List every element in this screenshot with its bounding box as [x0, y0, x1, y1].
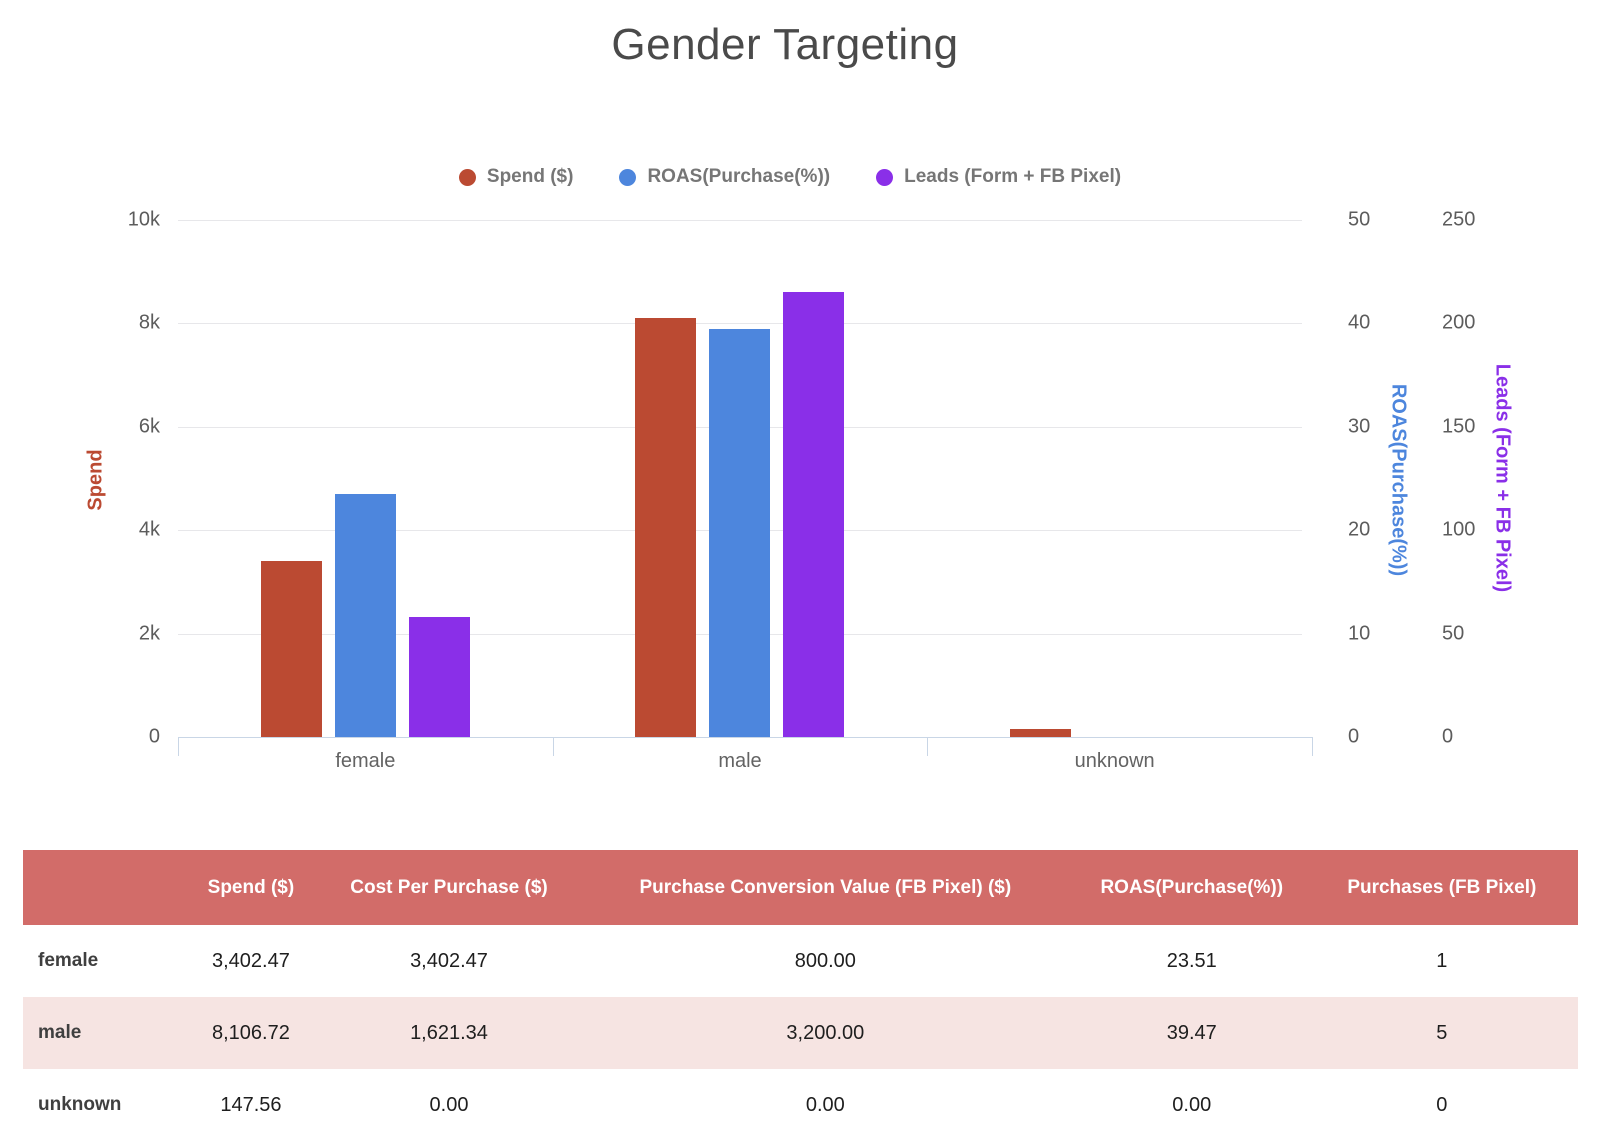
table-row-label: unknown [38, 1094, 122, 1115]
legend-label: Spend ($) [486, 166, 574, 187]
table-row-unknown [23, 1069, 1578, 1141]
table-row-male [23, 997, 1578, 1069]
table-row-label: female [38, 950, 99, 971]
data-table [23, 850, 1578, 1141]
legend-label: ROAS(Purchase(%)) [647, 166, 831, 187]
legend-item-spend[interactable] [459, 166, 574, 188]
table-body [23, 925, 1578, 1141]
table-cell: 1,621.34 [410, 1021, 488, 1044]
y-tick-leads: 100 [1442, 518, 1476, 541]
table-cell: 39.47 [1166, 1021, 1217, 1044]
y-tick-roas: 50 [1348, 208, 1371, 231]
table-cell: 8,106.72 [212, 1021, 290, 1044]
table-cell: 1 [1436, 949, 1448, 972]
x-axis-tick [553, 737, 554, 756]
table-cell: 0.00 [1172, 1093, 1212, 1116]
y-tick-leads: 150 [1442, 415, 1476, 438]
y-tick-roas: 20 [1348, 518, 1371, 541]
y-tick-spend: 2k [138, 622, 160, 645]
legend-dot-icon [619, 169, 636, 186]
table-cell: 800.00 [794, 949, 856, 972]
bar-roas-male[interactable] [709, 329, 770, 737]
y-tick-spend: 8k [138, 311, 160, 334]
y-tick-leads: 250 [1442, 208, 1476, 231]
x-axis-tick [927, 737, 928, 756]
bar-roas-female[interactable] [335, 494, 396, 737]
table-header-cell: Spend ($) [207, 876, 295, 898]
table-row-female [23, 925, 1578, 997]
legend-item-leads[interactable] [876, 166, 1121, 188]
legend-dot-icon [876, 169, 893, 186]
chart-legend [0, 166, 1580, 188]
y-tick-spend: 4k [138, 518, 160, 541]
table-header-cell: ROAS(Purchase(%)) [1100, 876, 1284, 898]
legend-dot-icon [459, 169, 476, 186]
y-tick-spend: 0 [148, 725, 160, 748]
x-label-male: male [718, 750, 762, 772]
table-cell: 3,402.47 [410, 949, 488, 972]
y-tick-roas: 0 [1348, 725, 1360, 748]
table-cell: 147.56 [220, 1093, 282, 1116]
table-cell: 0.00 [429, 1093, 469, 1116]
roas-axis-label: ROAS(Purchase(%)) [1387, 383, 1410, 577]
y-tick-roas: 10 [1348, 622, 1371, 645]
bar-group-unknown [927, 220, 1302, 737]
y-tick-spend: 10k [127, 208, 160, 231]
x-axis-tick [1312, 737, 1313, 756]
table-cell: 3,200.00 [786, 1021, 865, 1044]
bar-group-male [553, 220, 928, 737]
bar-spend-female[interactable] [261, 561, 322, 737]
table-row-label: male [38, 1022, 82, 1043]
y-tick-spend: 6k [138, 415, 160, 438]
legend-label: Leads (Form + FB Pixel) [904, 166, 1122, 187]
x-axis-tick [178, 737, 179, 756]
y-tick-leads: 200 [1442, 311, 1476, 334]
x-label-unknown: unknown [1074, 750, 1155, 772]
table-cell: 0 [1436, 1093, 1448, 1116]
table-cell: 0.00 [805, 1093, 845, 1116]
y-tick-roas: 30 [1348, 415, 1371, 438]
bar-group-female [178, 220, 553, 737]
x-label-female: female [335, 750, 396, 772]
table-header-cell: Cost Per Purchase ($) [350, 876, 548, 898]
table-header-cell: Purchase Conversion Value (FB Pixel) ($) [639, 876, 1012, 898]
bar-spend-unknown[interactable] [1010, 729, 1071, 737]
legend-item-roas[interactable] [619, 166, 830, 188]
chart-title: Gender Targeting [611, 20, 959, 69]
y-tick-roas: 40 [1348, 311, 1371, 334]
bar-leads-male[interactable] [783, 292, 844, 737]
table-cell: 5 [1436, 1021, 1448, 1044]
bar-spend-male[interactable] [635, 318, 696, 737]
leads-axis-label: Leads (Form + FB Pixel) [1491, 363, 1514, 593]
table-header-row [23, 850, 1578, 925]
table-header-cell: Purchases (FB Pixel) [1347, 876, 1537, 898]
x-axis-line [178, 737, 1312, 738]
table-cell: 3,402.47 [212, 949, 290, 972]
y-tick-leads: 50 [1442, 622, 1465, 645]
table-cell: 23.51 [1166, 949, 1217, 972]
bar-leads-female[interactable] [409, 617, 470, 737]
spend-axis-label: Spend [84, 449, 107, 511]
y-tick-leads: 0 [1442, 725, 1454, 748]
